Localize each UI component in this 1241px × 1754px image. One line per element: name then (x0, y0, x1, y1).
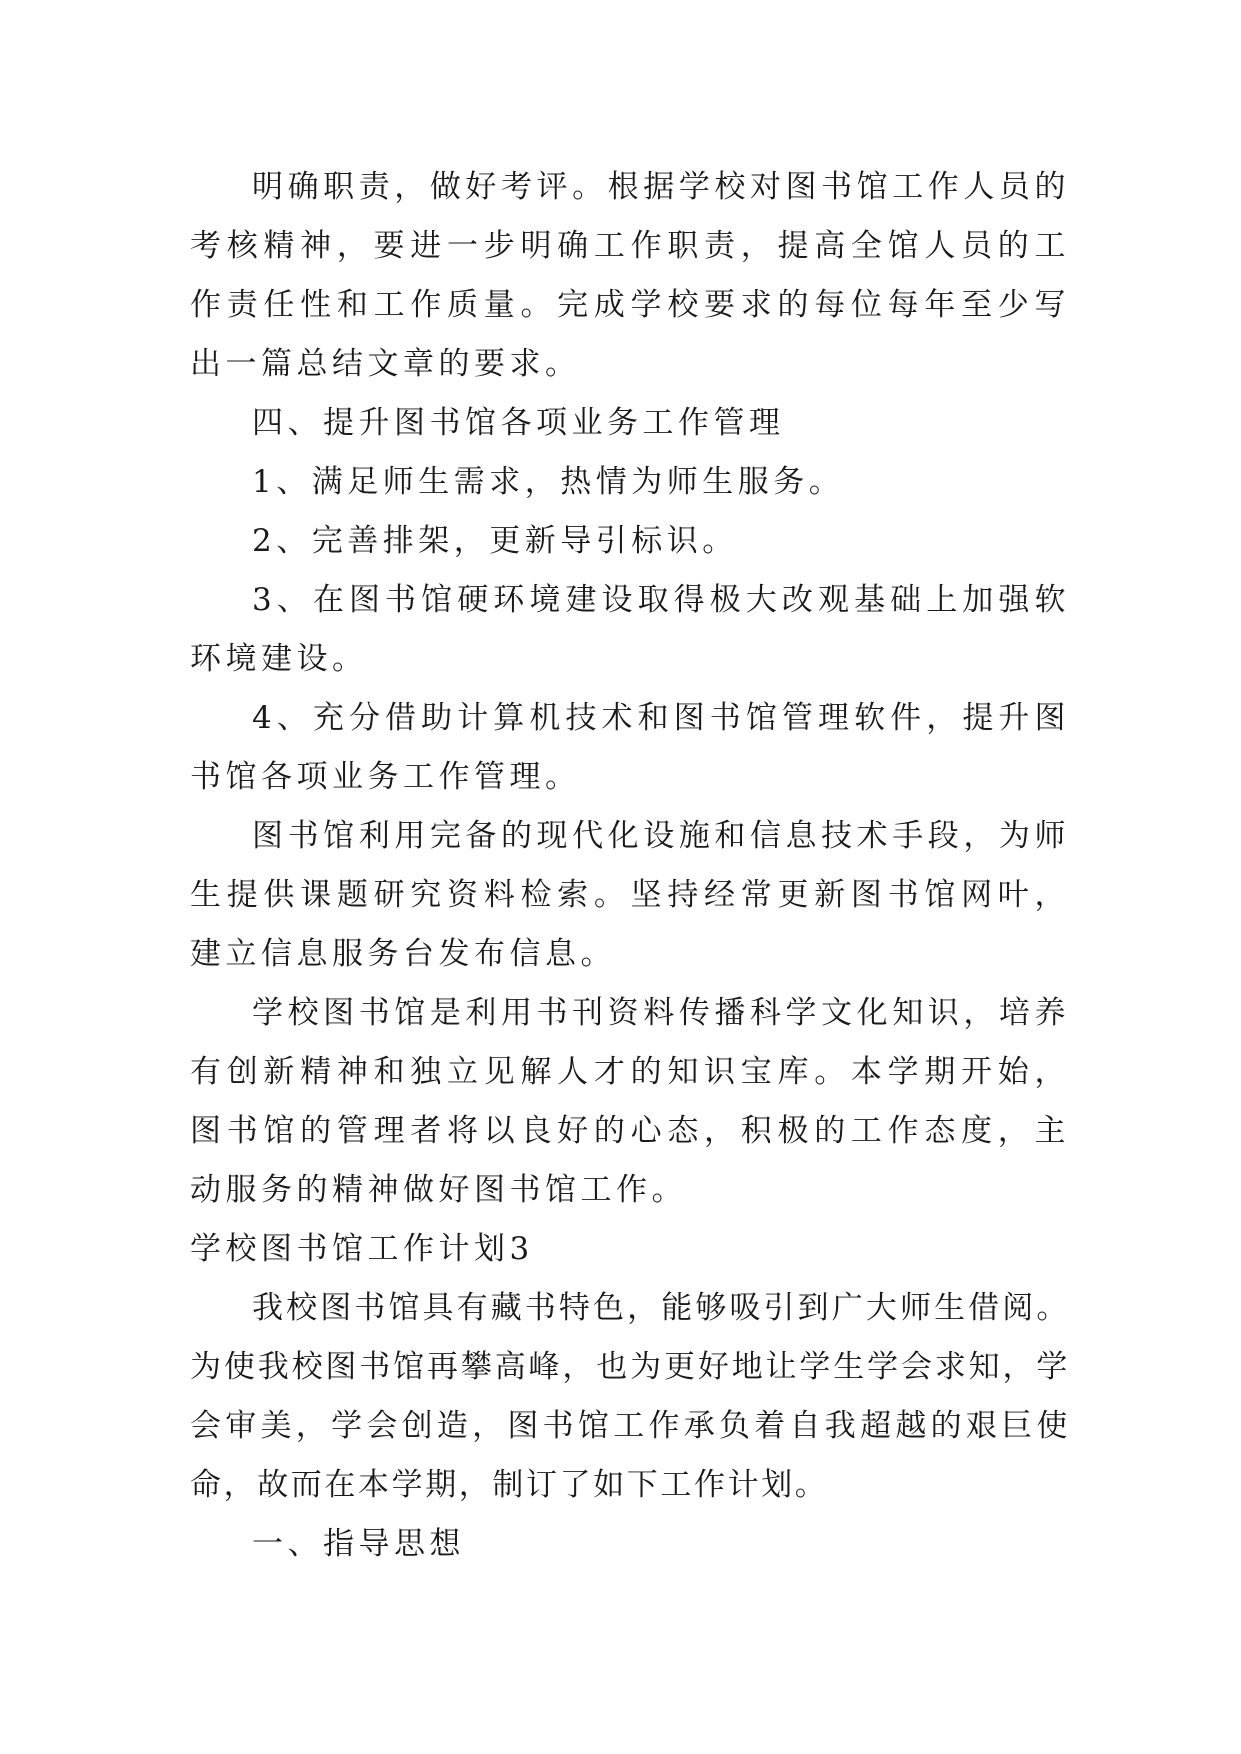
paragraph-modern-facilities: 图书馆利用完备的现代化设施和信息技术手段，为师生提供课题研究资料检索。坚持经常更新图书馆网叶，建立信息服务台发布信息。 (190, 818, 1070, 972)
list-item-3: 3、在图书馆硬环境建设取得极大改观基础上加强软环境建设。 (190, 582, 1070, 677)
list-item-1: 1、满足师生需求，热情为师生服务。 (252, 464, 845, 500)
list-item-2: 2、完善排架，更新导引标识。 (252, 523, 738, 559)
list-item-4: 4、充分借助计算机技术和图书馆管理软件，提升图书馆各项业务工作管理。 (190, 700, 1070, 795)
plan-title: 学校图书馆工作计划3 (190, 1231, 534, 1267)
section-heading-four: 四、提升图书馆各项业务工作管理 (252, 405, 785, 441)
section-heading-guiding-ideology: 一、指导思想 (252, 1526, 465, 1562)
paragraph-responsibilities: 明确职责，做好考评。根据学校对图书馆工作人员的考核精神，要进一步明确工作职责，提高全馆人员的工作责任性和工作质量。完成学校要求的每位每年至少写出一篇总结文章的要求。 (190, 169, 1070, 382)
paragraph-plan-intro: 我校图书馆具有藏书特色，能够吸引到广大师生借阅。为使我校图书馆再攀高峰，也为更好地让学生学会求知，学会审美，学会创造，图书馆工作承负着自我超越的艰巨使命，故而在本学期，制订了如下工作计划。 (190, 1290, 1070, 1503)
paragraph-knowledge-treasury: 学校图书馆是利用书刊资料传播科学文化知识，培养有创新精神和独立见解人才的知识宝库。本学期开始，图书馆的管理者将以良好的心态，积极的工作态度，主动服务的精神做好图书馆工作。 (190, 995, 1070, 1208)
document-body (190, 158, 1070, 1574)
